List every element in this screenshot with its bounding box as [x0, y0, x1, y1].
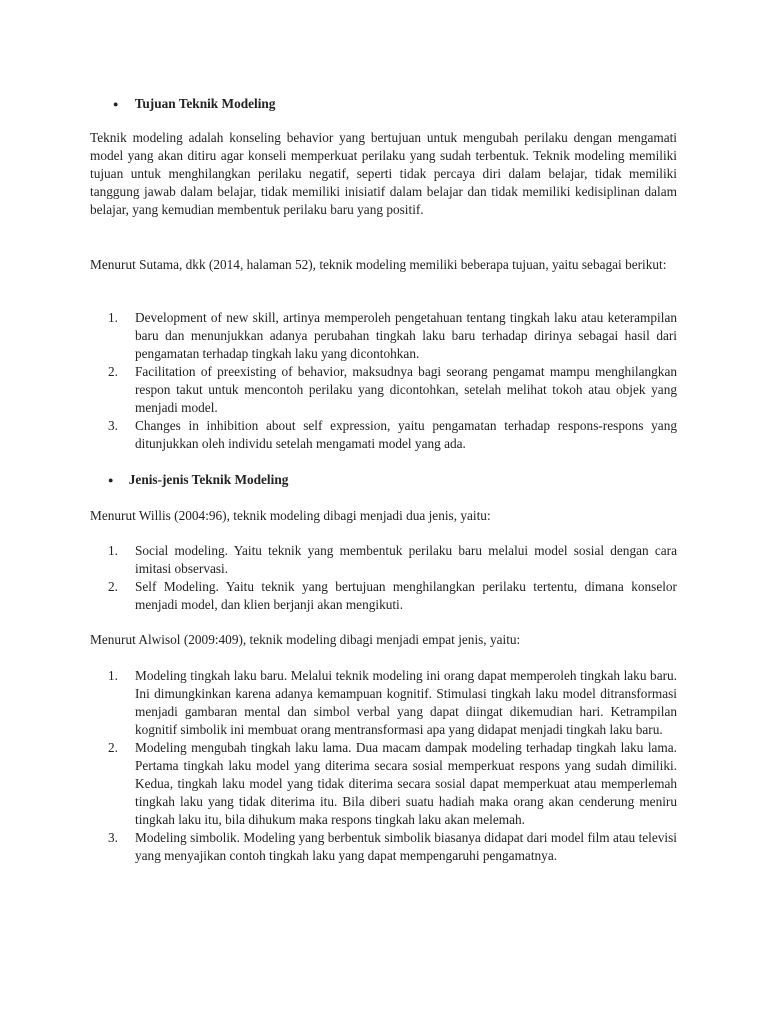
list-item: 3. Changes in inhibition about self expression, yaitu pengamatan terhadap respons-respons yang ditunjukkan oleh individu setelah mengamati model yang ada.	[108, 418, 677, 451]
section-heading-jenis	[108, 471, 288, 489]
paragraph-alwisol: Menurut Alwisol (2009:409), teknik modeling dibagi menjadi empat jenis, yaitu:	[90, 632, 521, 647]
section-heading-tujuan	[113, 95, 275, 113]
list-item: 2. Modeling mengubah tingkah laku lama. Dua macam dampak modeling terhadap tingkah laku lama. Pertama tingkah laku model yang diterima secara sosial memperkuat respons yang sudah dimiliki. Kedua, tingkah laku model yang tidak diterima secara sosial dapat memperkuat atau memperlemah tingkah laku yang tidak diterima itu. Bila diberi suatu hadiah maka orang akan cenderung meniru tingkah laku itu, bila dihukum maka respons tingkah laku akan melemah.	[108, 740, 677, 827]
heading-text: Tujuan Teknik Modeling	[134, 96, 276, 111]
list-tujuan	[108, 309, 677, 453]
list-item: 1. Social modeling. Yaitu teknik yang membentuk perilaku baru melalui model sosial dengan cara imitasi observasi.	[108, 543, 677, 576]
list-item: 1. Development of new skill, artinya memperoleh pengetahuan tentang tingkah laku atau keterampilan baru dan menunjukkan adanya perubahan tingkah laku baru terhadap dirinya sebagai hasil dari pengamatan terhadap tingkah laku yang dicontohkan.	[108, 310, 677, 361]
list-jenis-willis	[108, 542, 677, 614]
list-item: 2. Self Modeling. Yaitu teknik yang bertujuan menghilangkan perilaku tertentu, dimana konselor menjadi model, dan klien berjanji akan mengikuti.	[108, 579, 677, 612]
bullet-icon: ●	[113, 99, 119, 109]
list-item: 2. Facilitation of preexisting of behavior, maksudnya bagi seorang pengamat mampu menghilangkan respon takut untuk mencontoh perilaku yang dicontohkan, setelah melihat tokoh atau objek yang menjadi model.	[108, 364, 677, 415]
heading-text: Jenis-jenis Teknik Modeling	[128, 472, 289, 487]
list-item: 3. Modeling simbolik. Modeling yang berbentuk simbolik biasanya didapat dari model film atau televisi yang menyajikan contoh tingkah laku yang dapat mempengaruhi pengamatnya.	[108, 830, 677, 863]
list-jenis-alwisol	[108, 667, 677, 865]
paragraph-willis: Menurut Willis (2004:96), teknik modeling dibagi menjadi dua jenis, yaitu:	[90, 508, 491, 523]
paragraph-sutama: Menurut Sutama, dkk (2014, halaman 52), teknik modeling memiliki beberapa tujuan, yaitu sebagai berikut:	[90, 257, 667, 272]
paragraph-tujuan-intro: Teknik modeling adalah konseling behavior yang bertujuan untuk mengubah perilaku dengan mengamati model yang akan ditiru agar konseli memperkuat perilaku yang sudah terbentuk. Teknik modeling memiliki tujuan untuk menghilangkan perilaku negatif, seperti tidak percaya diri dalam belajar, tidak memiliki tanggung jawab dalam belajar, tidak memiliki inisiatif dalam belajar dan tidak memiliki kedisiplinan dalam belajar, yang kemudian membentuk perilaku baru yang positif.	[90, 130, 677, 217]
list-item: 1. Modeling tingkah laku baru. Melalui teknik modeling ini orang dapat memperoleh tingkah laku baru. Ini dimungkinkan karena adanya kemampuan kognitif. Stimulasi tingkah laku model ditransformasi menjadi gambaran mental dan simbol verbal yang dapat diingat dikemudian hari. Ketrampilan kognitif simbolik ini membuat orang mentransformasi apa yang didapat menjadi tingkah laku baru.	[108, 668, 677, 737]
bullet-icon: ●	[108, 475, 114, 485]
